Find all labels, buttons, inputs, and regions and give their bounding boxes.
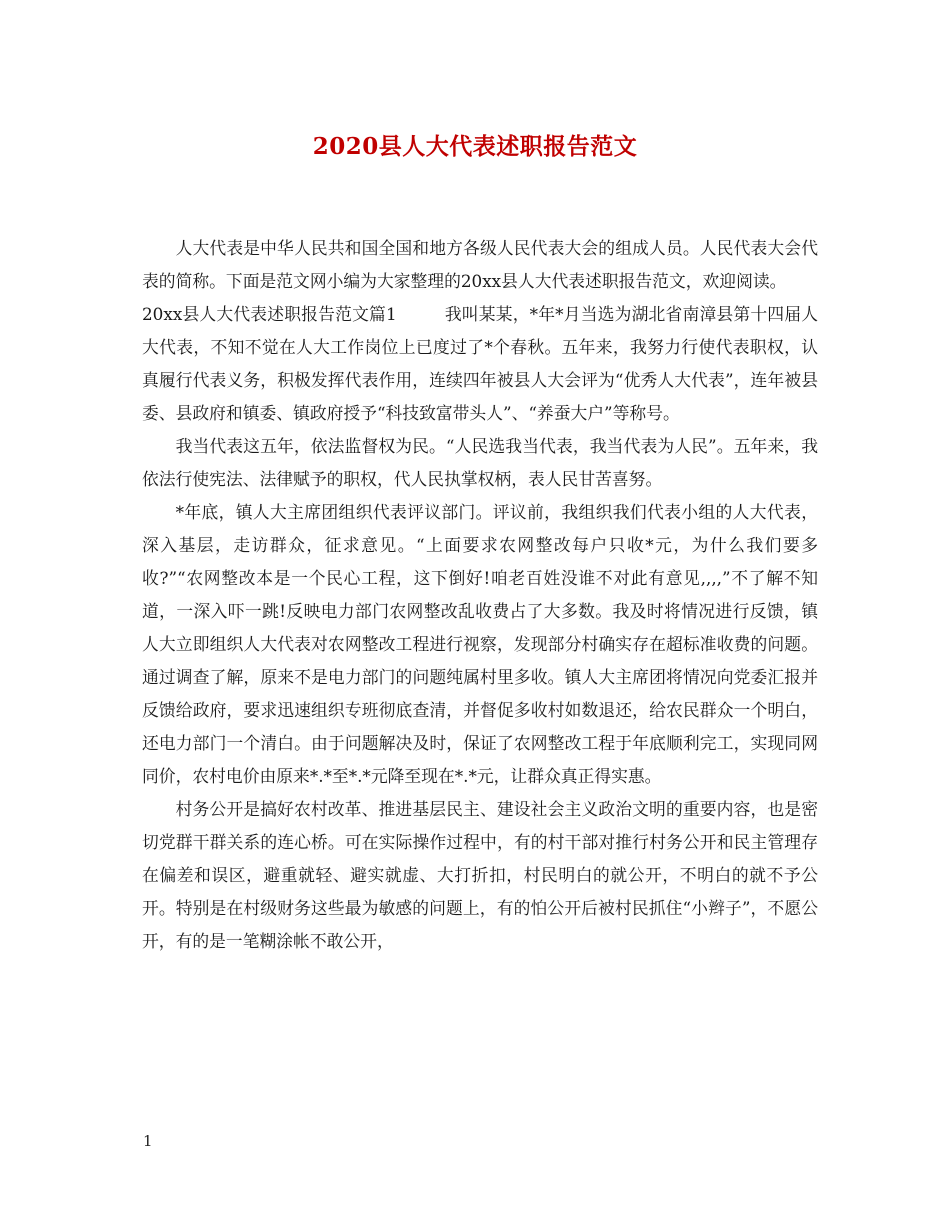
paragraph-4: 村务公开是搞好农村改革、推进基层民主、建设社会主义政治文明的重要内容，也是密切党群干群关系的连心桥。可在实际操作过程中，有的村干部对推行村务公开和民主管理存在偏差和误区，避重就轻、避实就虚、大打折扣，村民明白的就公开，不明白的就不予公开。特别是在村级财务这些最为敏感的问题上，有的怕公开后被村民抓住“小辫子”，不愿公开，有的是一笔糊涂帐不敢公开，	[142, 799, 818, 951]
paragraph-3: *年底，镇人大主席团组织代表评议部门。评议前，我组织我们代表小组的人大代表，深入基层，走访群众，征求意见。“上面要求农网整改每户只收*元，为什么我们要多收?”“农网整改本是一个民心工程，这下倒好!咱老百姓没谁不对此有意见,,,,”不了解不知道，一深入吓一跳!反映电力部门农网整改乱收费占了大多数。我及时将情况进行反馈，镇人大立即组织人大代表对农网整改工程进行视察，发现部分村确实存在超标准收费的问题。通过调查了解，原来不是电力部门的问题纯属村里多收。镇人大主席团将情况向党委汇报并反馈给政府，要求迅速组织专班彻底查清，并督促多收村如数退还，给农民群众一个明白，还电力部门一个清白。由于问题解决及时，保证了农网整改工程于年底顺利完工，实现同网同价，农村电价由原来*.*至*.*元降至现在*.*元，让群众真正得实惠。	[142, 502, 818, 786]
paragraph-2: 我当代表这五年，依法监督权为民。“人民选我当代表，我当代表为人民”。五年来，我依法行使宪法、法律赋予的职权，代人民执掌权柄，表人民甘苦喜努。	[142, 436, 818, 489]
section-1-body: 我叫某某，*年*月当选为湖北省南漳县第十四届人大代表，不知不觉在人大工作岗位上已度过了*个春秋。五年来，我努力行使代表职权，认真履行代表义务，积极发挥代表作用，连续四年被县人大会评为“优秀人大代表”，连年被县委、县政府和镇委、镇政府授予“科技致富带头人”、“养蚕大户”等称号。	[142, 304, 818, 423]
paragraph-intro: 人大代表是中华人民共和国全国和地方各级人民代表大会的组成人员。人民代表大会代表的简称。下面是范文网小编为大家整理的20xx县人大代表述职报告范文，欢迎阅读。	[142, 238, 818, 291]
section-heading: 20xx县人大代表述职报告范文篇1	[142, 304, 397, 324]
document-title: 2020县人大代表述职报告范文	[312, 133, 638, 160]
paragraph-section-1	[142, 298, 818, 430]
page-number: 1	[143, 1132, 153, 1150]
document-body	[142, 232, 818, 958]
